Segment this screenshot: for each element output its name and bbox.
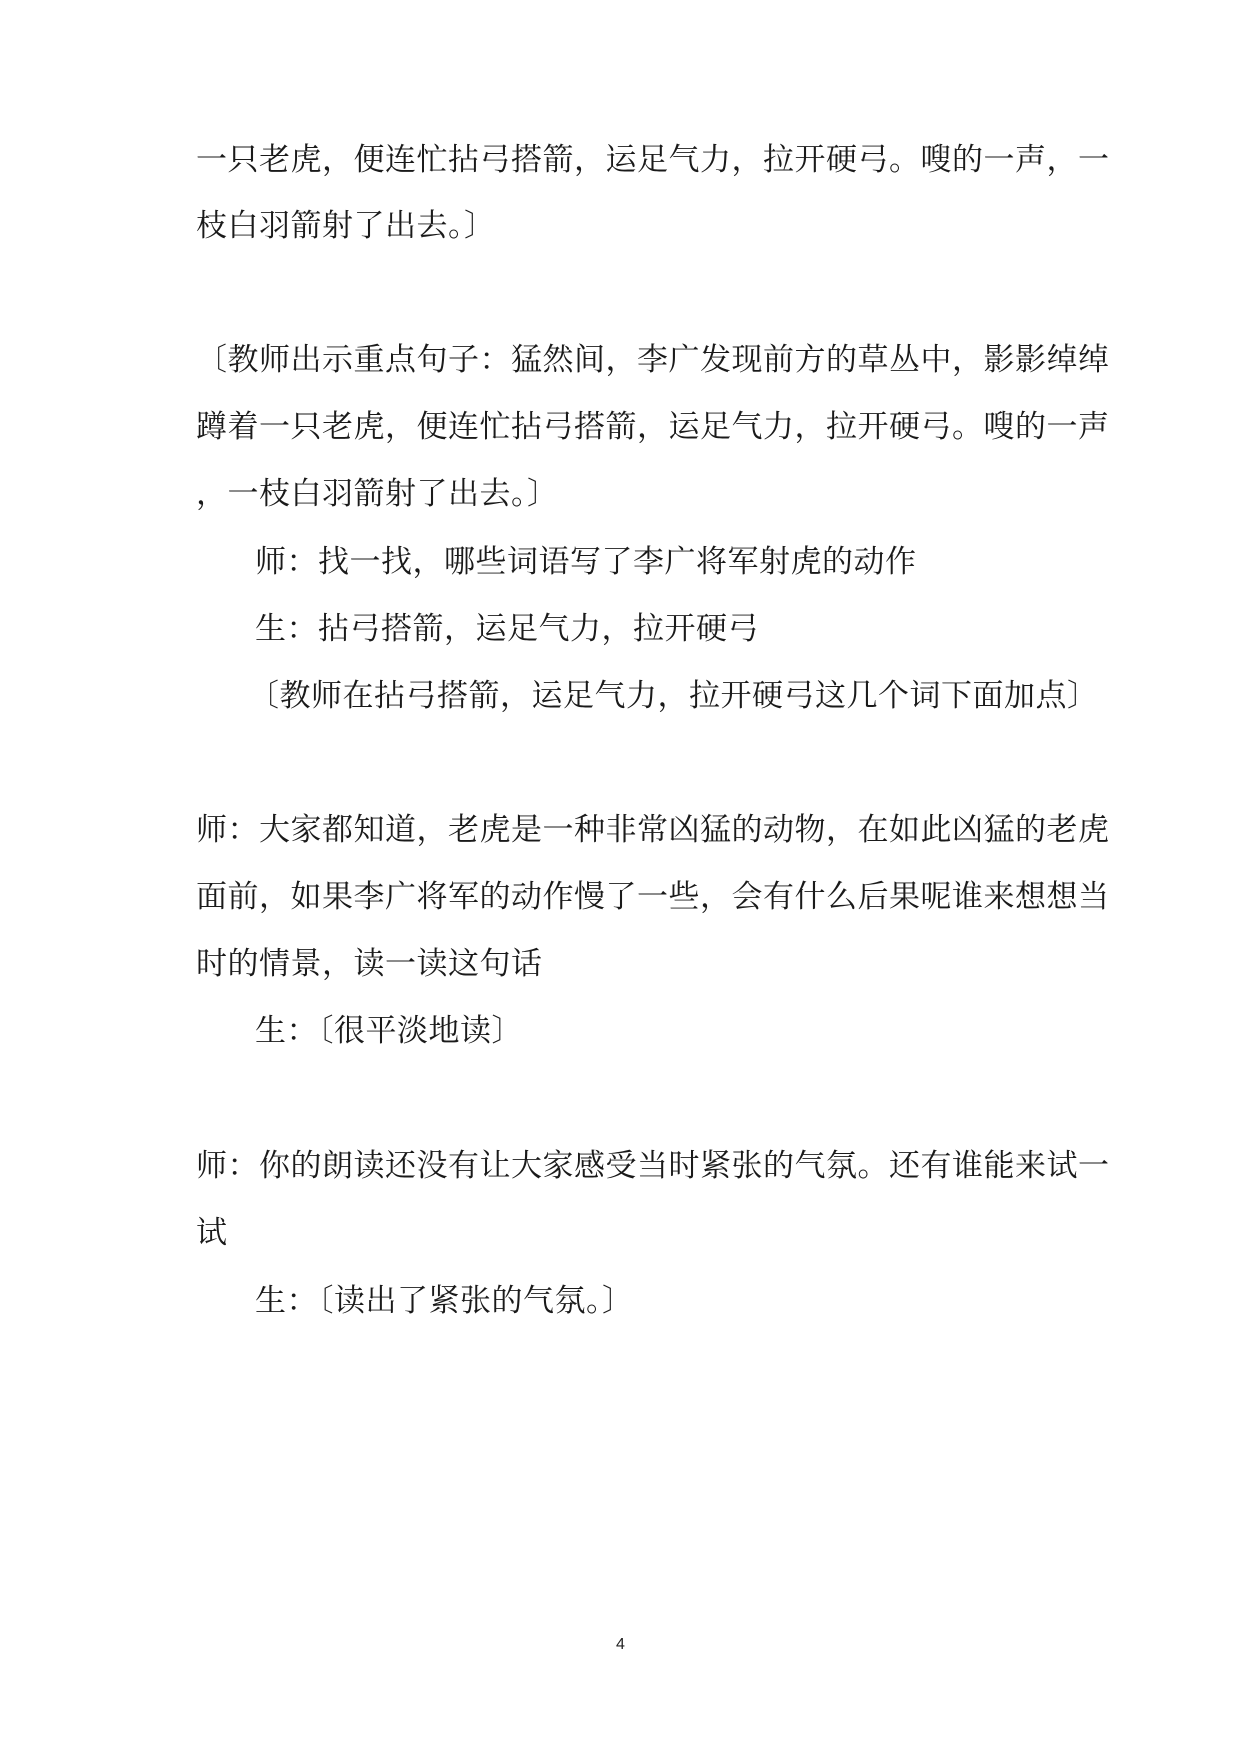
text-line: 蹲着一只老虎，便连忙拈弓搭箭，运足气力，拉开硬弓。嗖的一声 <box>196 409 1110 445</box>
text-line: 师：找一找，哪些词语写了李广将军射虎的动作 <box>255 544 917 580</box>
text-line: 生：〔读出了紧张的气氛。〕 <box>255 1283 634 1319</box>
page-number: 4 <box>616 1636 625 1653</box>
text-line: 〔教师在拈弓搭箭，运足气力，拉开硬弓这几个词下面加点〕 <box>248 678 1099 714</box>
text-line: 〔教师出示重点句子：猛然间，李广发现前方的草丛中，影影绰绰 <box>196 342 1110 378</box>
text-line: 师：你的朗读还没有让大家感受当时紧张的气氛。还有谁能来试一 <box>196 1148 1110 1184</box>
text-line: 一只老虎，便连忙拈弓搭箭，运足气力，拉开硬弓。嗖的一声，一 <box>196 142 1110 178</box>
text-line: 生：拈弓搭箭，运足气力，拉开硬弓 <box>255 611 759 647</box>
text-line: 枝白羽箭射了出去。〕 <box>196 208 496 244</box>
text-line: ，一枝白羽箭射了出去。〕 <box>196 476 559 512</box>
text-line: 时的情景，读一读这句话 <box>196 946 543 982</box>
text-line: 生：〔很平淡地读〕 <box>255 1013 523 1049</box>
text-line: 试 <box>196 1215 228 1251</box>
text-line: 面前，如果李广将军的动作慢了一些，会有什么后果呢谁来想想当 <box>196 879 1110 915</box>
text-line: 师：大家都知道，老虎是一种非常凶猛的动物，在如此凶猛的老虎 <box>196 812 1110 848</box>
